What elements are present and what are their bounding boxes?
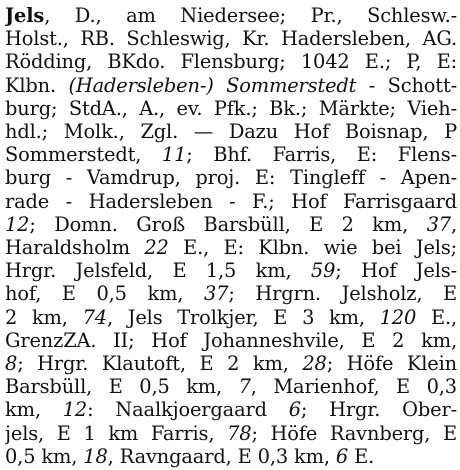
- italic-text: 18: [83, 444, 108, 468]
- text-segment: Barsbüll, E 0,5 km,: [5, 375, 239, 399]
- text-line: [5, 26, 457, 52]
- text-segment: GrenzZA. II; Hof Johanneshvile, E 2 km,: [5, 328, 457, 352]
- text-line: [5, 281, 457, 307]
- italic-text: 6: [335, 444, 349, 468]
- text-segment: hdl.; Molk., Zgl. — Dazu Hof Boisnap, P: [5, 120, 457, 143]
- italic-text: 7: [238, 375, 251, 399]
- text-segment: jels, E 1 km Farris,: [5, 421, 228, 445]
- text-line: [5, 421, 457, 447]
- text-line: [5, 444, 457, 470]
- italic-text: 8: [5, 352, 18, 375]
- text-line: [5, 73, 457, 99]
- text-segment: , Ravngaard, E 0,3 km,: [107, 444, 336, 468]
- text-segment: ; Hrgr. Ober-: [300, 398, 457, 422]
- text-line: [5, 165, 457, 191]
- text-segment: 2 km,: [5, 305, 83, 329]
- text-line: [5, 374, 457, 400]
- text-segment: ; Domn. Groß Barsbüll, E 2 km,: [29, 212, 427, 236]
- text-segment: E.,: [416, 305, 457, 329]
- italic-text: 11: [161, 143, 187, 167]
- text-line: [5, 142, 457, 168]
- text-segment: ; Höfe Ravnberg, E: [251, 421, 457, 445]
- text-segment: ; Hrgrn. Jelsholz, E: [228, 282, 457, 306]
- text-segment: E.: [348, 444, 375, 468]
- text-line: [5, 49, 457, 75]
- text-line: [5, 305, 457, 331]
- text-segment: hof, E 0,5 km,: [5, 282, 204, 306]
- text-segment: Haraldsholm: [5, 236, 145, 259]
- text-segment: ; Höfe Klein: [326, 352, 457, 375]
- text-segment: E., E: Klbn. wie bei Jels;: [168, 236, 457, 259]
- text-line: [5, 96, 457, 122]
- text-segment: Rödding, BKdo. Flensburg; 1042 E.; P, E:: [5, 50, 457, 74]
- text-line: [5, 351, 457, 377]
- headword: Jels: [5, 4, 45, 27]
- text-segment: km,: [5, 398, 63, 422]
- text-segment: rade - Hadersleben - F.; Hof Farrisgaard: [5, 189, 457, 213]
- text-line: [5, 212, 457, 238]
- italic-text: (Hadersleben-) Sommerstedt: [68, 73, 357, 97]
- text-line: [5, 258, 457, 284]
- italic-text: 120: [379, 305, 417, 329]
- text-segment: ; Hrgr. Klautoft, E 2 km,: [17, 352, 303, 375]
- italic-text: 59: [310, 259, 336, 283]
- text-line: [5, 189, 457, 215]
- text-line: [5, 235, 457, 261]
- text-line: [5, 397, 457, 423]
- italic-text: 74: [82, 305, 107, 329]
- text-segment: Sommerstedt,: [5, 143, 162, 167]
- italic-text: 12: [5, 212, 30, 236]
- text-line: [5, 119, 457, 145]
- text-segment: , D., am Niedersee; Pr., Schlesw.-: [44, 4, 457, 27]
- text-segment: : Naalkjoergaard: [87, 398, 289, 422]
- text-segment: , Marienhof, E 0,3: [250, 375, 457, 399]
- text-segment: , Jels Trolkjer, E 3 km,: [106, 305, 380, 329]
- text-segment: Klbn.: [5, 73, 69, 97]
- italic-text: 6: [288, 398, 301, 422]
- text-segment: burg - Vamdrup, proj. E: Tingleff - Apen-: [5, 166, 457, 190]
- italic-text: 22: [144, 236, 169, 259]
- italic-text: 12: [62, 398, 88, 422]
- text-segment: ; Bhf. Farris, E: Flens-: [186, 143, 457, 167]
- italic-text: 28: [302, 352, 327, 375]
- text-segment: - Schott-: [356, 73, 457, 97]
- text-segment: burg; StdA., A., ev. Pfk.; Bk.; Märkte; Vieh-: [5, 96, 457, 120]
- text-segment: Hrgr. Jelsfeld, E 1,5 km,: [5, 259, 311, 283]
- italic-text: 37: [203, 282, 229, 306]
- text-segment: 0,5 km,: [5, 444, 84, 468]
- text-segment: Holst., RB. Schleswig, Kr. Hadersleben, AG.: [5, 27, 457, 51]
- text-segment: ,: [450, 212, 457, 236]
- text-line: [5, 328, 457, 354]
- text-segment: ; Hof Jels-: [335, 259, 457, 283]
- italic-text: 78: [227, 421, 252, 445]
- text-line: [5, 3, 457, 29]
- italic-text: 37: [426, 212, 451, 236]
